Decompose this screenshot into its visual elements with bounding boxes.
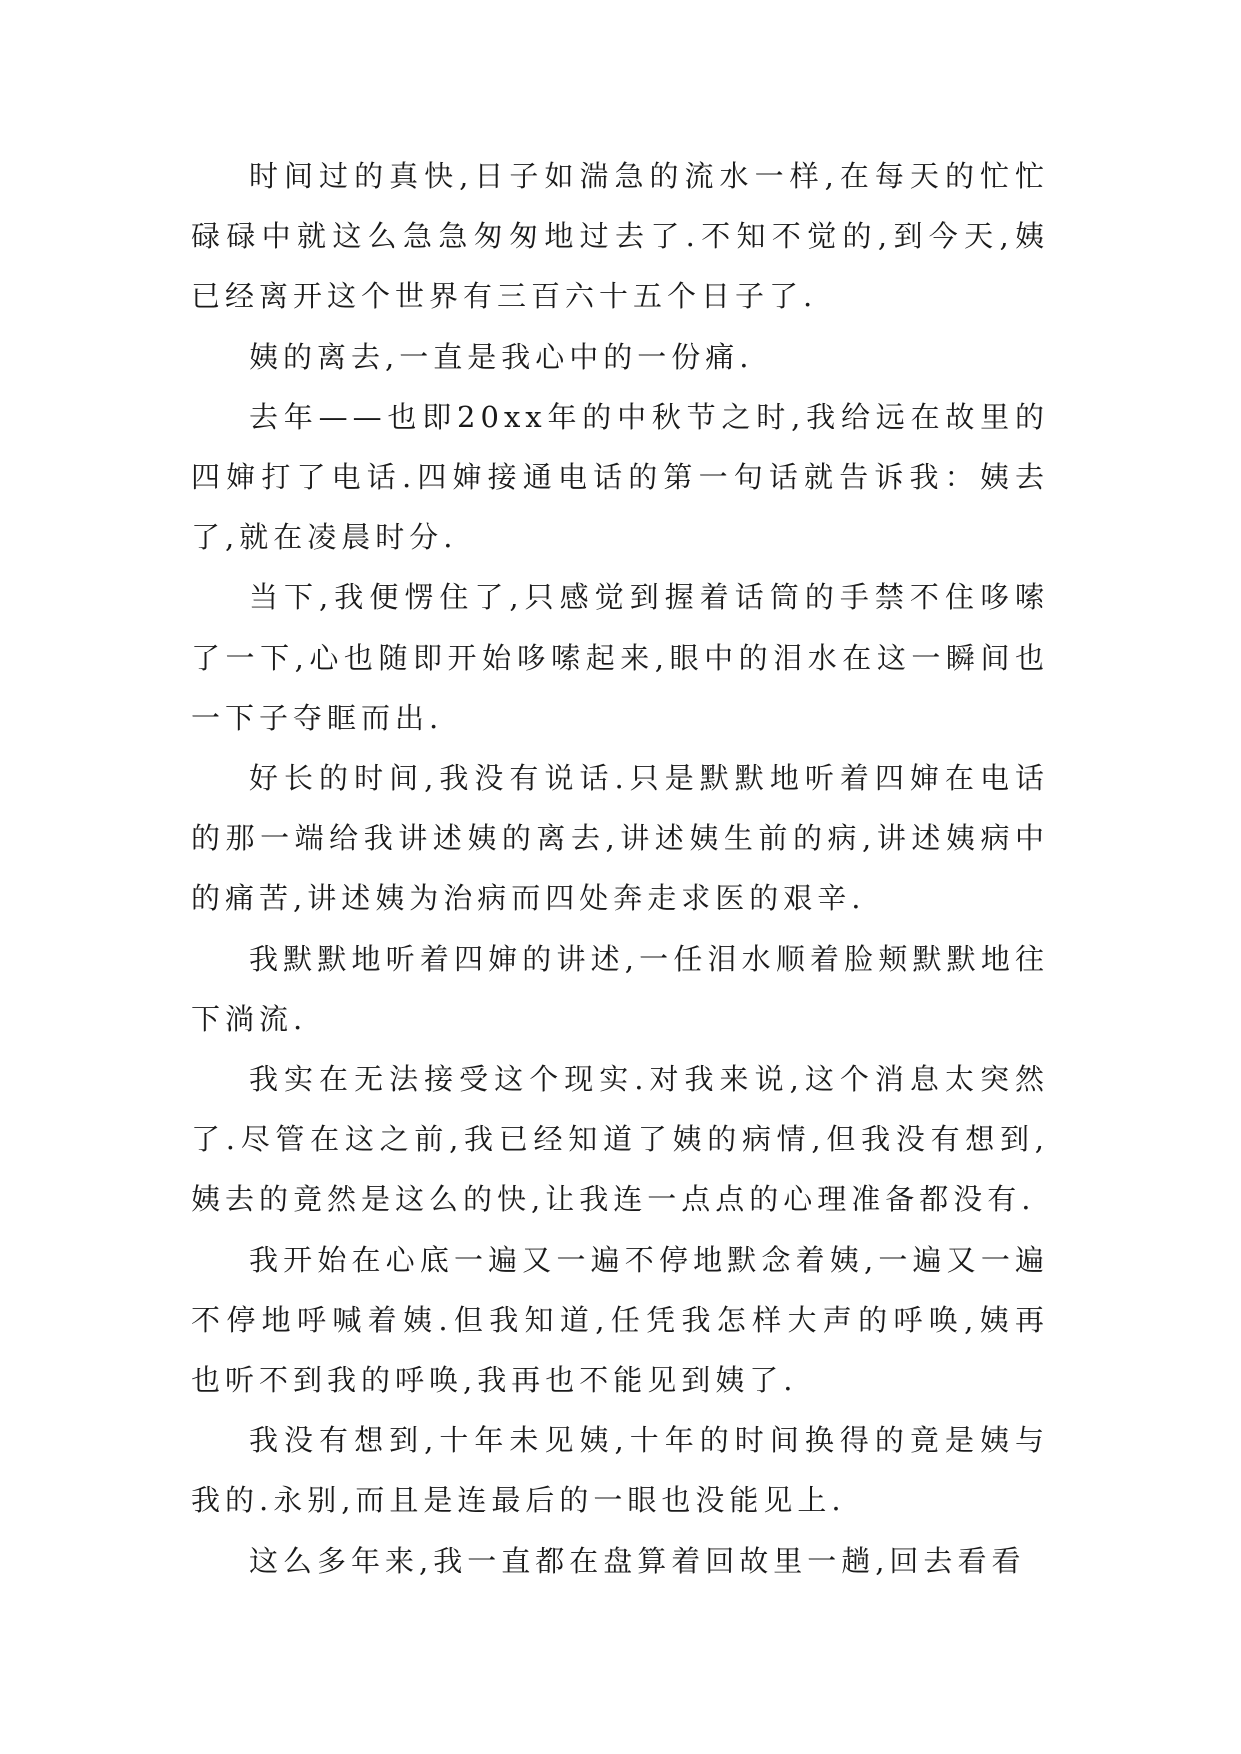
paragraph-10: 这么多年来,我一直都在盘算着回故里一趟,回去看看 bbox=[249, 1543, 1026, 1578]
article-body bbox=[191, 146, 1049, 1591]
paragraph-2: 姨的离去,一直是我心中的一份痛. bbox=[249, 339, 754, 374]
paragraph-4: 当下,我便愣住了,只感觉到握着话筒的手禁不住哆嗦了一下,心也随即开始哆嗦起来,眼中的泪水在这一瞬间也一下子夺眶而出. bbox=[191, 580, 1049, 735]
paragraph-7: 我实在无法接受这个现实.对我来说,这个消息太突然了.尽管在这之前,我已经知道了姨的病情,但我没有想到,姨去的竟然是这么的快,让我连一点点的心理准备都没有. bbox=[191, 1062, 1050, 1217]
paragraph-1: 时间过的真快,日子如湍急的流水一样,在每天的忙忙碌碌中就这么急急匆匆地过去了.不知不觉的,到今天,姨已经离开这个世界有三百六十五个日子了. bbox=[191, 159, 1049, 314]
paragraph-3: 去年——也即20xx年的中秋节之时,我给远在故里的四婶打了电话.四婶接通电话的第一句话就告诉我：姨去了,就在凌晨时分. bbox=[191, 399, 1049, 555]
paragraph-6: 我默默地听着四婶的讲述,一任泪水顺着脸颊默默地往下淌流. bbox=[191, 941, 1049, 1036]
paragraph-8: 我开始在心底一遍又一遍不停地默念着姨,一遍又一遍不停地呼喊着姨.但我知道,任凭我怎样大声的呼唤,姨再也听不到我的呼唤,我再也不能见到姨了. bbox=[191, 1242, 1049, 1398]
paragraph-5: 好长的时间,我没有说话.只是默默地听着四婶在电话的那一端给我讲述姨的离去,讲述姨生前的病,讲述姨病中的痛苦,讲述姨为治病而四处奔走求医的艰辛. bbox=[191, 761, 1049, 916]
paragraph-9: 我没有想到,十年未见姨,十年的时间换得的竟是姨与我的.永别,而且是连最后的一眼也没能见上. bbox=[191, 1423, 1049, 1518]
